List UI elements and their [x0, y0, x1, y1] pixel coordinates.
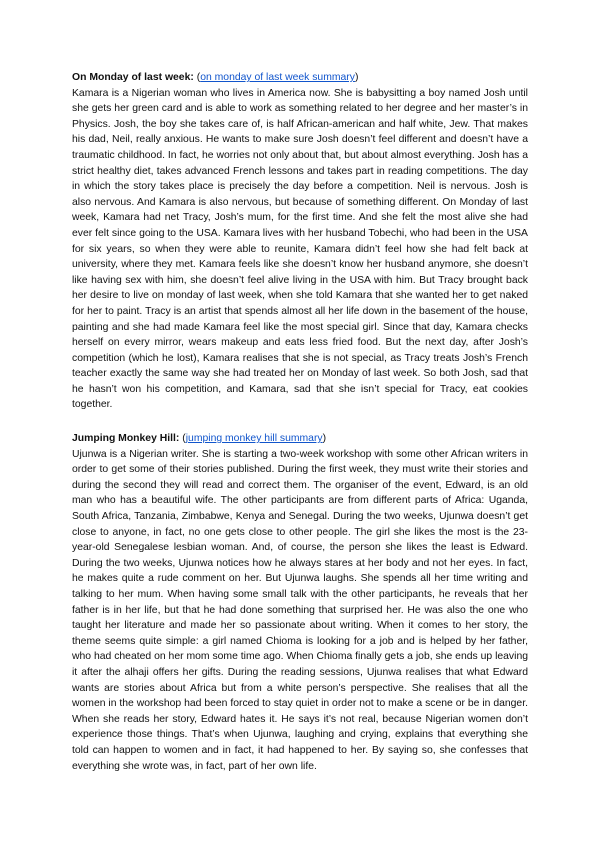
section-heading: Jumping Monkey Hill: (jumping monkey hill summary) [72, 433, 327, 445]
section-on-monday-of-last-week [72, 70, 528, 413]
summary-link[interactable]: on monday of last week summary [200, 72, 355, 83]
section-body: Kamara is a Nigerian woman who lives in America now. She is babysitting a boy named Josh until she gets her green card and is able to work as something related to her degree and her master’s in Physics. Josh, the boy she takes care of, is half African-american and half white, Jew. That makes his dad, Neil, really anxious. He wants to make sure Josh doesn’t feel different and doesn’t have a traumatic childhood. In fact, he worries not only about that, but about almost everything. Josh has a strict healthy diet, takes advanced French lessons and takes part in reading competitions. The day in which the story takes place is precisely the day before a competition. Neil is nervous. Josh is also nervous. And Kamara is also nervous, but because of something different. On Monday of last week, Kamara had net Tracy, Josh’s mum, for the first time. And she felt the most alive she had ever felt since going to the USA. Kamara lives with her husband Tobechi, who had been in the USA for six years, so when they were able to reunite, Kamara didn’t feel how she had felt back at university, where they met. Kamara feels like she doesn’t know her husband anymore, she doesn’t like having sex with him, she doesn’t feel alive living in the USA with him. But Tracy brought back her desire to live on monday of last week, when she told Kamara that she wanted her to get naked for her to paint. Tracy is an artist that spends almost all her life down in the basement of the house, painting and she had made Kamara feel like the most special girl. Since that day, Kamara checks herself on every mirror, wears makeup and eats less fried food. But the next day, after Josh’s competition (which he lost), Kamara realises that she is not special, as Tracy treats Josh’s French teacher exactly the same way she had treated her on Monday of last week. So both Josh, sad that he hasn’t won his competition, and Kamara, sad that she isn’t special for Tracy, eat cookies together. [72, 87, 528, 411]
section-title: Jumping Monkey Hill: [72, 433, 180, 445]
section-body: Ujunwa is a Nigerian writer. She is starting a two-week workshop with some other African writers in order to get some of their stories published. During the first week, they must write their stories and during the second they will read and correct them. The organiser of the event, Edward, is an old man who has a beautiful wife. The other participants are from different parts of Africa: Uganda, South Africa, Tanzania, Zimbabwe, Kenya and Senegal. During the two weeks, Ujunwa doesn’t get close to anyone, in fact, no one gets close to other people. The girl she likes the most is the 23-year-old Senegalese lesbian woman. And, of course, the person she likes the least is Edward. During the two weeks, Ujunwa notices how he always stares at her body and not her eyes. In fact, he makes quite a rude comment on her. But Ujunwa laughs. She spends all her time writing and talking to her mum. When having some small talk with the other participants, he reveals that her father is in her life, but that he had done something that surprised her. He was also the one who taught her literature and made her so passionate about writing. When it comes to her story, the theme seems quite simple: a girl named Chioma is looking for a job and is helped by her father, who had cheated on her mom some time ago. When Chioma finally gets a job, she ends up leaving it after the alhaji offers her gifts. During the reading sessions, Ujunwa realises that what Edward wants are stories about Africa but from a white person’s perspective. She realises that all the women in the workshop had been forced to stay quiet in order not to make a scene or be in danger. When she reads her story, Edward hates it. He says it’s not real, because Nigerian women don’t experience those things. That’s when Ujunwa, laughing and crying, explains that everything she told can happen to women and in fact, it had happened to her. By saying so, she confesses that everything she wrote was, in fact, part of her own life. [72, 448, 528, 772]
section-title: On Monday of last week: [72, 72, 194, 83]
section-heading: On Monday of last week: (on monday of last week summary) [72, 72, 359, 83]
section-jumping-monkey-hill [72, 431, 528, 774]
summary-link[interactable]: jumping monkey hill summary [185, 433, 323, 445]
